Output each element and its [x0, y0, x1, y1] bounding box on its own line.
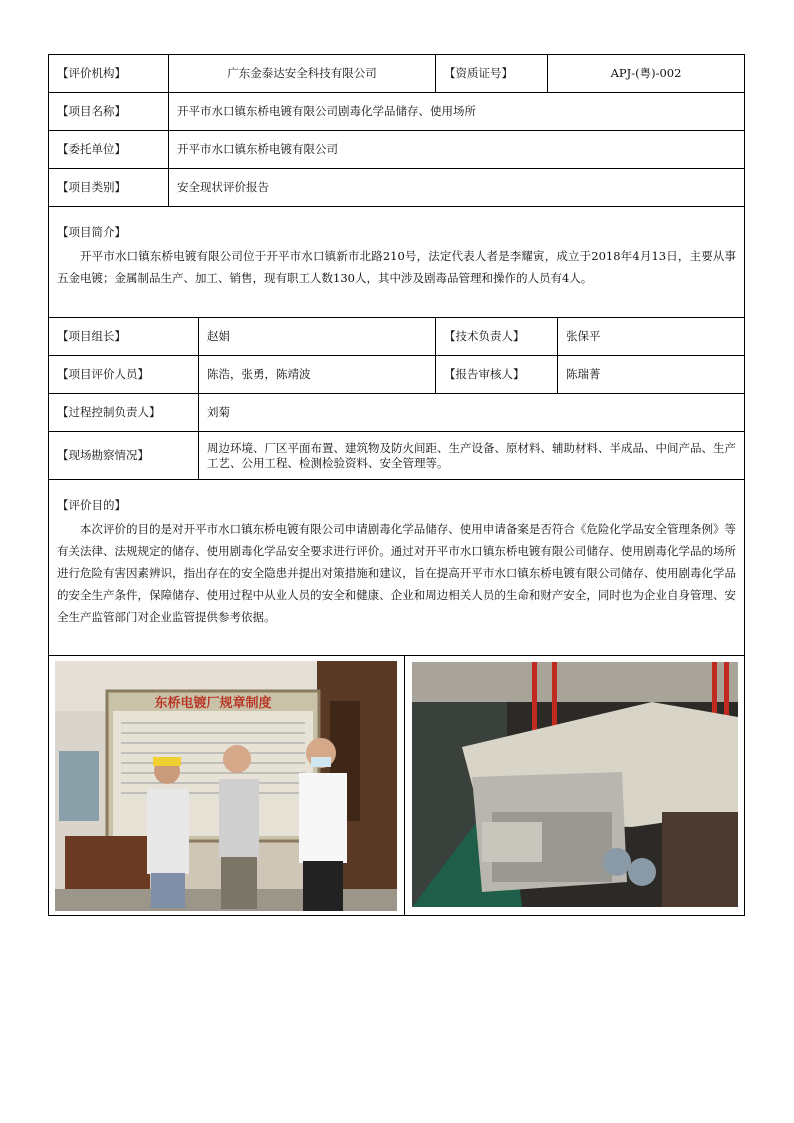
client-row [49, 131, 744, 169]
evaluators-label: 【项目评价人员】 [57, 367, 149, 381]
intro-row [49, 207, 744, 318]
evaluators-value: 陈浩，张勇，陈靖波 [198, 356, 435, 393]
site-photo-workshop [404, 656, 744, 915]
evaluators-row [49, 356, 744, 394]
client-value: 开平市水口镇东桥电镀有限公司 [168, 131, 744, 168]
purpose-row [49, 480, 744, 656]
process-label: 【过程控制负责人】 [57, 405, 161, 419]
survey-value: 周边环境、厂区平面布置、建筑物及防火间距、生产设备、原材料、辅助材料、半成品、中间产品、生产工艺、公用工程、检测检验资料、安全管理等。 [198, 432, 744, 479]
site-photos-row [49, 656, 744, 915]
org-label: 【评价机构】 [57, 66, 126, 80]
leader-row [49, 318, 744, 356]
project-name-value: 开平市水口镇东桥电镀有限公司剧毒化学品储存、使用场所 [168, 93, 744, 130]
category-value: 安全现状评价报告 [168, 169, 744, 206]
intro-text: 开平市水口镇东桥电镀有限公司位于开平市水口镇新市北路210号，法定代表人者是李耀寅，成立于2018年4月13日，主要从事五金电镀；金属制品生产、加工、销售，现有职工人数130人，其中涉及剧毒品管理和操作的人员有4人。 [57, 249, 736, 285]
purpose-block [49, 480, 744, 655]
process-value: 刘菊 [198, 394, 744, 431]
survey-label: 【现场勘察情况】 [57, 448, 149, 462]
client-label: 【委托单位】 [57, 142, 126, 156]
org-row [49, 55, 744, 93]
reviewer-label: 【报告审核人】 [435, 356, 557, 393]
category-row [49, 169, 744, 207]
purpose-label: 【评价目的】 [57, 498, 126, 512]
leader-value: 赵娟 [198, 318, 435, 355]
intro-block [49, 207, 744, 317]
category-label: 【项目类别】 [57, 180, 126, 194]
project-name-row [49, 93, 744, 131]
evaluation-info-sheet [48, 54, 745, 916]
intro-label: 【项目简介】 [57, 225, 126, 239]
cert-value: APJ-(粤)-002 [547, 55, 744, 92]
org-value: 广东金泰达安全科技有限公司 [168, 55, 435, 92]
photo-workshop-image [412, 662, 738, 907]
reviewer-value: 陈瑞菁 [557, 356, 744, 393]
leader-label: 【项目组长】 [57, 329, 126, 343]
cert-label: 【资质证号】 [435, 55, 547, 92]
tech-lead-value: 张保平 [557, 318, 744, 355]
process-row [49, 394, 744, 432]
site-photo-staff [49, 656, 404, 915]
purpose-text: 本次评价的目的是对开平市水口镇东桥电镀有限公司申请剧毒化学品储存、使用申请备案是否符合《危险化学品安全管理条例》等有关法律、法规规定的储存、使用剧毒化学品安全要求进行评价。通过对开平市水口镇东桥电镀有限公司储存、使用剧毒化学品的场所进行危险有害因素辨识，指出存在的安全隐患并提出对策措施和建议，旨在提高开平市水口镇东桥电镀有限公司储存、使用剧毒化学品的安全生产条件，保障储存、使用过程中从业人员的安全和健康、企业和周边相关人员的生命和财产安全，同时也为企业自身管理、安全生产监管部门对企业监管提供参考依据。 [57, 522, 736, 624]
project-name-label: 【项目名称】 [57, 104, 126, 118]
tech-lead-label: 【技术负责人】 [435, 318, 557, 355]
photo-staff-image [55, 661, 397, 911]
survey-row [49, 432, 744, 480]
notice-board-title: 东桥电镀厂规章制度 [154, 696, 272, 711]
